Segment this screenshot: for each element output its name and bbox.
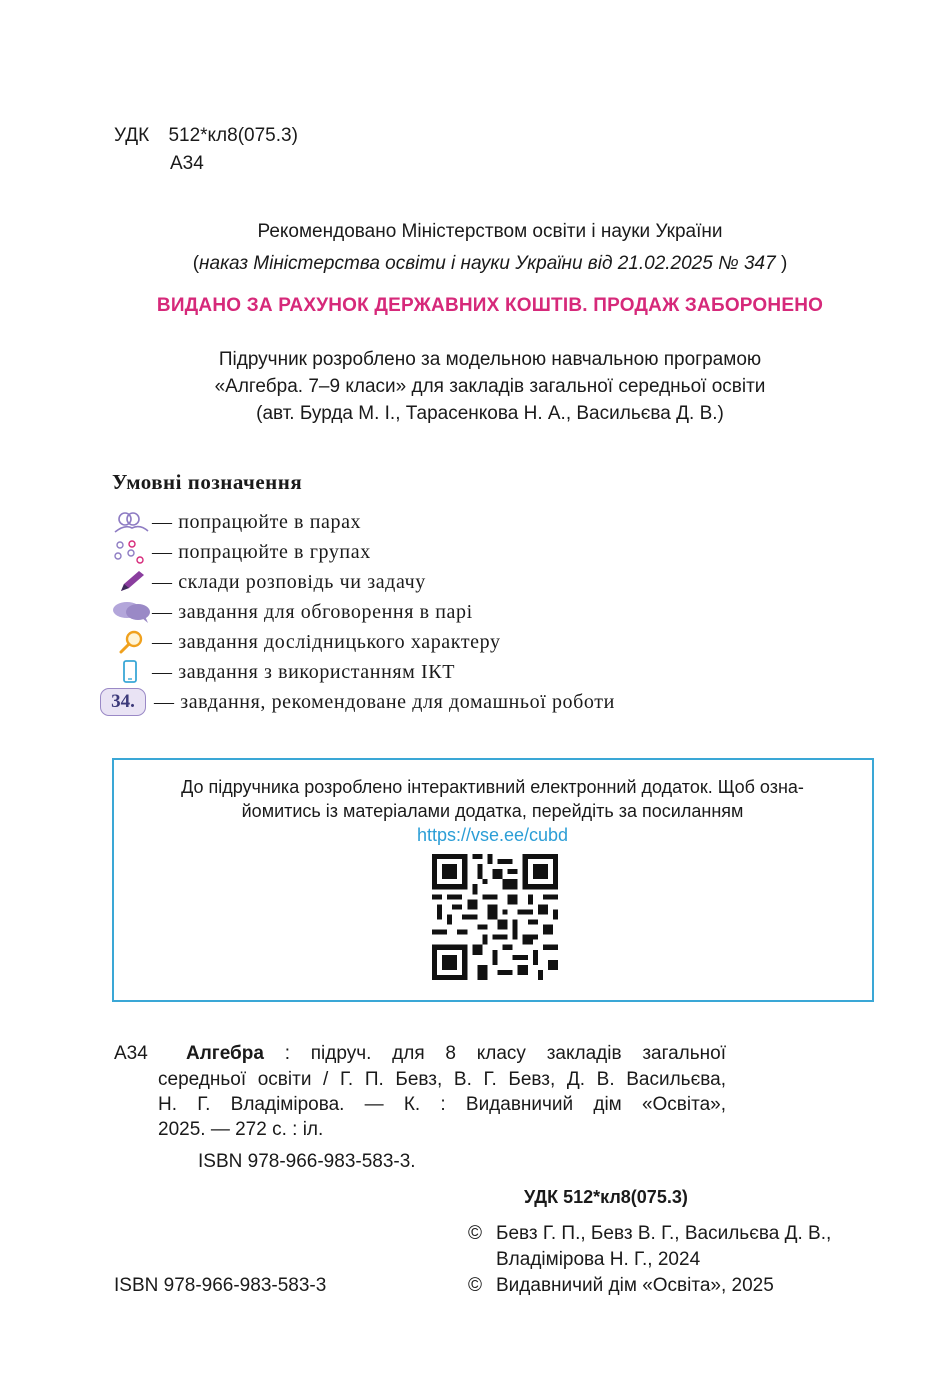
legend-text: — завдання дослідницького характеру (152, 630, 501, 653)
udk-header (114, 124, 298, 147)
copyright-authors-line2: Владімірова Н. Г., 2024 (496, 1249, 701, 1270)
interactive-supplement-box (112, 758, 874, 1002)
footer-udk: УДК 512*кл8(075.3) (524, 1187, 688, 1207)
program-line1: Підручник розроблено за модельною навчальною програмою (218, 349, 762, 370)
udk-label: УДК (114, 125, 150, 146)
phone-icon (112, 659, 152, 685)
legend-text: — завдання, рекомендоване для домашньої роботи (154, 690, 615, 713)
pairs-icon (112, 509, 152, 535)
footer-isbn: ISBN 978-966-983-583-3 (114, 1275, 327, 1296)
magnifier-icon (112, 629, 152, 655)
legend-text: — попрацюйте в парах (152, 510, 362, 533)
biblio-mark: А34 (114, 1043, 148, 1064)
supplement-link[interactable]: https://vse.ee/cubd (416, 825, 569, 845)
homework-badge: 34. (100, 688, 146, 716)
legend-text: — завдання для обговорення в парі (152, 600, 473, 623)
biblio-line4: 2025. — 272 с. : іл. (158, 1119, 324, 1140)
info-box-line1: До підручника розроблено інтерактивний електронний додаток. Щоб озна- (181, 777, 804, 797)
biblio-line1-rest: : підруч. для 8 класу закладів загальної (284, 1043, 727, 1064)
legend-item-story (112, 568, 426, 596)
author-mark: А34 (170, 153, 204, 174)
legend-text: — завдання з використанням ІКТ (152, 660, 456, 683)
program-line2: «Алгебра. 7–9 класи» для закладів загальної середньої освіти (214, 376, 766, 397)
legend-item-pairs (112, 508, 361, 536)
speech-bubbles-icon (112, 599, 152, 625)
legend-title: Умовні позначення (112, 470, 303, 494)
pen-icon (112, 569, 152, 595)
info-box-line2: йомитись із матеріалами додатка, перейдіть за посиланням (241, 801, 744, 821)
recommendation-line1: Рекомендовано Міністерством освіти і науки України (257, 221, 723, 242)
copyright-publisher: Видавничий дім «Освіта», 2025 (496, 1275, 774, 1296)
program-line3: (авт. Бурда М. І., Тарасенкова Н. А., Васильєва Д. В.) (256, 403, 724, 424)
qr-code-icon[interactable] (432, 854, 558, 980)
legend-text: — попрацюйте в групах (152, 540, 371, 563)
legend-item-homework (100, 688, 615, 716)
free-distribution-notice: ВИДАНО ЗА РАХУНОК ДЕРЖАВНИХ КОШТІВ. ПРОДАЖ ЗАБОРОНЕНО (156, 295, 824, 316)
groups-icon (112, 539, 152, 565)
copyright-authors-line1: Бевз Г. П., Бевз В. Г., Васильєва Д. В., (496, 1223, 832, 1244)
biblio-line3: Н. Г. Владімірова. — К. : Видавничий дім «Освіта», (158, 1094, 726, 1115)
copyright-symbol-1: © (468, 1223, 482, 1244)
biblio-line2: середньої освіти / Г. П. Бевз, В. Г. Бевз, Д. В. Васильєва, (158, 1069, 726, 1090)
legend-item-research (112, 628, 501, 656)
legend-item-ict (112, 658, 455, 686)
recommendation-order: наказ Міністерства освіти і науки України від 21.02.2025 № 347 (199, 253, 776, 274)
biblio-title: Алгебра (186, 1043, 264, 1064)
legend-text: — склади розповідь чи задачу (152, 570, 426, 593)
legend-item-discussion (112, 598, 473, 626)
recommendation-line2: (наказ Міністерства освіти і науки України від 21.02.2025 № 347 ) (192, 253, 788, 274)
biblio-line1 (186, 1042, 726, 1066)
legend-item-groups (112, 538, 371, 566)
udk-code: 512*кл8(075.3) (168, 125, 298, 146)
biblio-isbn: ISBN 978-966-983-583-3. (198, 1151, 416, 1172)
copyright-symbol-2: © (468, 1275, 482, 1296)
